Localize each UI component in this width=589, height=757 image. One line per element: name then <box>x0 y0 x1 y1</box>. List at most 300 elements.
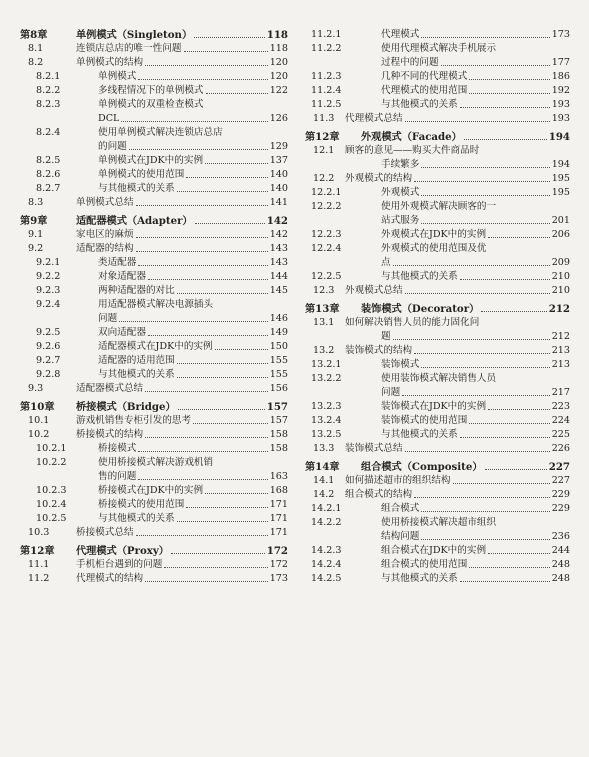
toc-entry-continuation <box>305 330 570 344</box>
toc-entry-number: 11.2.5 <box>311 99 342 110</box>
toc-entry-number: 11.2.4 <box>311 85 342 96</box>
toc-entry-title: 类适配器 <box>98 257 137 268</box>
toc-chapter-entry <box>20 28 288 42</box>
dot-leader <box>177 368 268 378</box>
dot-leader <box>205 154 268 164</box>
toc-entry-number: 8.2.5 <box>36 155 61 166</box>
toc-section-entry <box>305 428 570 442</box>
toc-page-number: 212 <box>551 331 570 342</box>
toc-entry-title: 桥接模式（Bridge） <box>76 401 176 413</box>
toc-entry-title: 外观模式的使用范围及优 <box>381 243 487 254</box>
toc-page-number: 163 <box>269 471 288 482</box>
toc-section-entry <box>20 368 288 382</box>
toc-entry-number: 13.2.5 <box>311 429 342 440</box>
toc-page-number: 173 <box>551 29 570 40</box>
toc-page-number: 172 <box>269 559 288 570</box>
toc-entry-number: 14.2.5 <box>311 573 342 584</box>
toc-section-entry <box>305 372 570 386</box>
toc-entry-title: 装饰模式的结构 <box>345 345 413 356</box>
toc-entry-number: 14.2 <box>313 489 335 500</box>
toc-entry-title: 家电区的麻烦 <box>76 229 134 240</box>
toc-entry-number: 10.1 <box>28 415 50 426</box>
toc-entry-number: 9.2.1 <box>36 257 61 268</box>
dot-leader <box>481 302 546 312</box>
toc-section-entry <box>20 70 288 84</box>
toc-page-number: 177 <box>551 57 570 68</box>
toc-entry-title: 适配器的结构 <box>76 243 134 254</box>
dot-leader <box>121 112 267 122</box>
dot-leader <box>136 242 268 252</box>
dot-leader <box>460 572 550 582</box>
dot-leader <box>421 530 549 540</box>
dot-leader <box>405 112 550 122</box>
toc-page-number: 227 <box>551 475 570 486</box>
toc-page-number: 223 <box>551 401 570 412</box>
toc-section-entry <box>20 182 288 196</box>
toc-section-entry <box>305 414 570 428</box>
toc-entry-number: 第13章 <box>305 303 340 315</box>
toc-section-entry <box>20 242 288 256</box>
toc-entry-title: 装饰模式（Decorator） <box>361 303 480 315</box>
toc-entry-number: 10.2.4 <box>36 499 67 510</box>
toc-section-entry <box>20 456 288 470</box>
toc-page-number: 140 <box>269 183 288 194</box>
toc-page-number: 157 <box>266 401 288 413</box>
toc-entry-title: 装饰模式总结 <box>345 443 403 454</box>
toc-section-entry <box>20 428 288 442</box>
toc-page-number: 141 <box>269 197 288 208</box>
toc-entry-title: 与其他模式的关系 <box>381 271 458 282</box>
dot-leader <box>453 474 550 484</box>
toc-entry-number: 10.2.1 <box>36 443 67 454</box>
dot-leader <box>145 428 268 438</box>
toc-chapter-entry <box>20 400 288 414</box>
toc-entry-title: 代理模式的使用范围 <box>381 85 468 96</box>
dot-leader <box>441 56 550 66</box>
dot-leader <box>488 544 550 554</box>
toc-entry-title-continued: 过程中的问题 <box>381 57 439 68</box>
toc-page-number: 149 <box>269 327 288 338</box>
toc-entry-title: 如何描述超市的组织结构 <box>345 475 451 486</box>
toc-entry-title: 使用单例模式解决连锁店总店 <box>98 127 223 138</box>
toc-entry-title: 多线程情况下的单例模式 <box>98 85 204 96</box>
toc-entry-number: 第12章 <box>305 131 340 143</box>
toc-entry-number: 13.2.1 <box>311 359 342 370</box>
toc-entry-number: 11.2.2 <box>311 43 342 54</box>
toc-entry-title: 适配器模式总结 <box>76 383 144 394</box>
toc-page-number: 224 <box>551 415 570 426</box>
toc-entry-title: 代理模式总结 <box>345 113 403 124</box>
dot-leader <box>177 182 268 192</box>
dot-leader <box>145 382 268 392</box>
dot-leader <box>177 512 268 522</box>
toc-page-number: 244 <box>551 545 570 556</box>
toc-section-entry <box>305 358 570 372</box>
toc-entry-number: 8.2.1 <box>36 71 61 82</box>
toc-entry-number: 12.2.2 <box>311 201 342 212</box>
toc-section-entry <box>305 186 570 200</box>
toc-page-number: 229 <box>551 503 570 514</box>
toc-entry-title: 适配器的适用范围 <box>98 355 175 366</box>
dot-leader <box>164 558 267 568</box>
toc-entry-title: 代理模式的结构 <box>76 573 144 584</box>
toc-section-entry <box>20 98 288 112</box>
dot-leader <box>421 158 549 168</box>
toc-entry-title: 适配器模式（Adapter） <box>76 215 193 227</box>
toc-page-number: 193 <box>551 113 570 124</box>
dot-leader <box>414 344 550 354</box>
toc-entry-title-continued: DCL <box>98 113 120 124</box>
toc-page-number: 122 <box>269 85 288 96</box>
toc-page-number: 157 <box>269 415 288 426</box>
toc-section-entry <box>305 228 570 242</box>
toc-entry-title-continued: 问题 <box>381 387 401 398</box>
toc-entry-title: 组合模式的结构 <box>345 489 413 500</box>
dot-leader <box>405 284 550 294</box>
toc-section-entry <box>305 284 570 298</box>
toc-section-entry <box>20 298 288 312</box>
toc-page-number: 213 <box>551 345 570 356</box>
toc-section-entry <box>20 572 288 586</box>
toc-page-number: 118 <box>266 29 288 41</box>
toc-entry-number: 第12章 <box>20 545 55 557</box>
toc-section-entry <box>305 112 570 126</box>
toc-entry-title: 使用桥接模式解决游戏机销 <box>98 457 214 468</box>
toc-page-number: 227 <box>548 461 570 473</box>
toc-entry-title-continued: 售的问题 <box>98 471 137 482</box>
toc-entry-title: 两种适配器的对比 <box>98 285 175 296</box>
toc-page-number: 225 <box>551 429 570 440</box>
toc-section-entry <box>305 98 570 112</box>
toc-page-number: 143 <box>269 243 288 254</box>
toc-entry-number: 第9章 <box>20 215 48 227</box>
toc-section-entry <box>305 442 570 456</box>
dot-leader <box>148 270 268 280</box>
toc-entry-number: 12.2.4 <box>311 243 342 254</box>
toc-section-entry <box>20 56 288 70</box>
toc-entry-number: 9.1 <box>28 229 44 240</box>
toc-entry-title-continued: 的问题 <box>98 141 127 152</box>
toc-section-entry <box>20 168 288 182</box>
toc-entry-number: 13.2.4 <box>311 415 342 426</box>
toc-entry-title: 适配器模式在JDK中的实例 <box>98 341 213 352</box>
toc-entry-title: 用适配器模式解决电源插头 <box>98 299 214 310</box>
toc-entry-number: 11.1 <box>28 559 50 570</box>
toc-entry-number: 第14章 <box>305 461 340 473</box>
toc-section-entry <box>20 354 288 368</box>
toc-entry-number: 10.2.3 <box>36 485 67 496</box>
toc-entry-number: 9.2.6 <box>36 341 61 352</box>
toc-section-entry <box>305 474 570 488</box>
dot-leader <box>421 28 549 38</box>
toc-section-entry <box>20 558 288 572</box>
toc-entry-number: 8.3 <box>28 197 44 208</box>
toc-entry-title: 桥接模式 <box>98 443 137 454</box>
toc-section-entry <box>305 84 570 98</box>
dot-leader <box>177 284 268 294</box>
dot-leader <box>136 196 268 206</box>
toc-chapter-entry <box>305 460 570 474</box>
dot-leader <box>129 140 268 150</box>
toc-entry-title: 使用桥接模式解决超市组织 <box>381 517 497 528</box>
toc-entry-continuation <box>305 56 570 70</box>
toc-entry-number: 13.3 <box>313 443 335 454</box>
toc-entry-continuation <box>20 470 288 484</box>
toc-section-entry <box>305 544 570 558</box>
dot-leader <box>485 460 547 470</box>
toc-page-number: 217 <box>551 387 570 398</box>
toc-page-number: 206 <box>551 229 570 240</box>
toc-entry-title: 单例模式在JDK中的实例 <box>98 155 204 166</box>
toc-entry-number: 11.2.1 <box>311 29 342 40</box>
toc-page-number: 142 <box>266 215 288 227</box>
toc-entry-number: 第8章 <box>20 29 48 41</box>
toc-chapter-entry <box>305 130 570 144</box>
toc-page-number: 156 <box>269 383 288 394</box>
toc-page-number: 192 <box>551 85 570 96</box>
toc-page-number: 120 <box>269 71 288 82</box>
toc-entry-number: 14.2.4 <box>311 559 342 570</box>
dot-leader <box>421 502 549 512</box>
dot-leader <box>194 28 265 38</box>
toc-entry-number: 9.2.5 <box>36 327 61 338</box>
toc-entry-title: 代理模式（Proxy） <box>76 545 169 557</box>
dot-leader <box>177 354 268 364</box>
toc-entry-title: 手机柜台遇到的问题 <box>76 559 163 570</box>
toc-entry-title: 与其他模式的关系 <box>98 513 175 524</box>
dot-leader <box>460 428 550 438</box>
toc-entry-number: 11.2.3 <box>311 71 342 82</box>
toc-entry-title: 装饰模式的使用范围 <box>381 415 468 426</box>
toc-page-number: 145 <box>269 285 288 296</box>
dot-leader <box>421 186 549 196</box>
toc-entry-continuation <box>305 256 570 270</box>
toc-entry-title: 单例模式（Singleton） <box>76 29 193 41</box>
toc-entry-title-continued: 手续繁多 <box>381 159 420 170</box>
toc-entry-continuation <box>305 386 570 400</box>
toc-section-entry <box>20 270 288 284</box>
toc-page-number: 194 <box>548 131 570 143</box>
toc-page-number: 229 <box>551 489 570 500</box>
dot-leader <box>393 330 550 340</box>
toc-page-number: 212 <box>548 303 570 315</box>
toc-page-number: 173 <box>269 573 288 584</box>
toc-entry-title: 与其他模式的关系 <box>98 183 175 194</box>
toc-section-entry <box>305 28 570 42</box>
toc-entry-title: 单例模式 <box>98 71 137 82</box>
toc-chapter-entry <box>20 214 288 228</box>
dot-leader <box>148 326 268 336</box>
toc-section-entry <box>305 400 570 414</box>
toc-entry-number: 9.2.4 <box>36 299 61 310</box>
dot-leader <box>193 414 268 424</box>
toc-entry-number: 9.2.2 <box>36 271 61 282</box>
dot-leader <box>145 572 268 582</box>
toc-entry-number: 14.2.1 <box>311 503 342 514</box>
toc-page-number: 171 <box>269 527 288 538</box>
toc-entry-number: 10.2 <box>28 429 50 440</box>
toc-entry-title-continued: 问题 <box>98 313 118 324</box>
toc-section-entry <box>20 442 288 456</box>
toc-page-number: 194 <box>551 159 570 170</box>
toc-entry-title: 装饰模式在JDK中的实例 <box>381 401 487 412</box>
toc-entry-title: 组合模式在JDK中的实例 <box>381 545 487 556</box>
toc-entry-number: 8.2 <box>28 57 44 68</box>
toc-section-entry <box>20 414 288 428</box>
toc-section-entry <box>305 502 570 516</box>
dot-leader <box>393 256 550 266</box>
toc-entry-number: 8.2.3 <box>36 99 61 110</box>
dot-leader <box>215 340 268 350</box>
toc-section-entry <box>20 126 288 140</box>
toc-section-entry <box>305 42 570 56</box>
dot-leader <box>488 228 550 238</box>
dot-leader <box>138 256 267 266</box>
dot-leader <box>402 386 550 396</box>
toc-entry-title-continued: 站式服务 <box>381 215 420 226</box>
toc-page-number: 155 <box>269 369 288 380</box>
toc-entry-continuation <box>305 214 570 228</box>
toc-entry-number: 12.1 <box>313 145 335 156</box>
toc-entry-number: 12.2 <box>313 173 335 184</box>
toc-entry-number: 12.2.5 <box>311 271 342 282</box>
toc-entry-number: 10.2.5 <box>36 513 67 524</box>
toc-entry-title: 使用外观模式解决顾客的一 <box>381 201 497 212</box>
dot-leader <box>145 56 268 66</box>
toc-entry-number: 第10章 <box>20 401 55 413</box>
toc-section-entry <box>305 344 570 358</box>
dot-leader <box>138 442 267 452</box>
toc-entry-number: 9.2.3 <box>36 285 61 296</box>
toc-section-entry <box>305 270 570 284</box>
toc-entry-title: 单例模式的使用范围 <box>98 169 185 180</box>
toc-entry-continuation <box>20 312 288 326</box>
dot-leader <box>421 214 549 224</box>
toc-page-number: 155 <box>269 355 288 366</box>
toc-section-entry <box>305 316 570 330</box>
toc-entry-number: 9.2.7 <box>36 355 61 366</box>
toc-entry-title: 与其他模式的关系 <box>381 429 458 440</box>
toc-entry-title: 游戏机销售专柜引发的思考 <box>76 415 192 426</box>
toc-entry-number: 14.1 <box>313 475 335 486</box>
toc-entry-title: 桥接模式总结 <box>76 527 134 538</box>
dot-leader <box>414 172 550 182</box>
toc-entry-title: 双向适配器 <box>98 327 146 338</box>
toc-section-entry <box>20 340 288 354</box>
toc-section-entry <box>20 326 288 340</box>
toc-page-number: 118 <box>269 43 288 54</box>
toc-entry-title: 外观模式总结 <box>345 285 403 296</box>
toc-page-number: 226 <box>551 443 570 454</box>
toc-page-number: 129 <box>269 141 288 152</box>
toc-page-number: 126 <box>269 113 288 124</box>
toc-section-entry <box>305 516 570 530</box>
toc-entry-title: 外观模式 <box>381 187 420 198</box>
dot-leader <box>184 42 268 52</box>
toc-entry-title-continued: 点 <box>381 257 391 268</box>
toc-entry-title: 装饰模式 <box>381 359 420 370</box>
toc-entry-title: 组合模式的使用范围 <box>381 559 468 570</box>
toc-section-entry <box>20 228 288 242</box>
toc-entry-number: 10.3 <box>28 527 50 538</box>
toc-section-entry <box>305 200 570 214</box>
toc-left-column <box>20 28 288 586</box>
toc-page-number: 158 <box>269 429 288 440</box>
toc-page-number: 120 <box>269 57 288 68</box>
toc-page-number: 172 <box>266 545 288 557</box>
toc-entry-title: 对象适配器 <box>98 271 146 282</box>
toc-page-number: 248 <box>551 559 570 570</box>
toc-entry-number: 11.2 <box>28 573 50 584</box>
toc-page-number: 209 <box>551 257 570 268</box>
toc-entry-title: 使用代理模式解决手机展示 <box>381 43 497 54</box>
dot-leader <box>186 498 267 508</box>
toc-page-number: 195 <box>551 173 570 184</box>
toc-entry-title: 与其他模式的关系 <box>381 573 458 584</box>
toc-page-number: 195 <box>551 187 570 198</box>
toc-entry-number: 12.2.3 <box>311 229 342 240</box>
toc-page-number: 171 <box>269 499 288 510</box>
toc-section-entry <box>20 154 288 168</box>
toc-entry-number: 8.2.2 <box>36 85 61 96</box>
dot-leader <box>205 484 268 494</box>
toc-section-entry <box>305 242 570 256</box>
toc-page-number: 168 <box>269 485 288 496</box>
dot-leader <box>136 228 268 238</box>
toc-entry-title: 与其他模式的关系 <box>98 369 175 380</box>
toc-entry-title: 几种不同的代理模式 <box>381 71 468 82</box>
toc-entry-title: 组合模式 <box>381 503 420 514</box>
toc-entry-number: 11.3 <box>313 113 335 124</box>
toc-entry-title: 如何解决销售人员的能力固化问 <box>345 317 480 328</box>
dot-leader <box>469 84 549 94</box>
toc-page-number: 213 <box>551 359 570 370</box>
toc-entry-title: 桥接模式的结构 <box>76 429 144 440</box>
toc-entry-continuation <box>20 140 288 154</box>
dot-leader <box>405 442 550 452</box>
toc-page-number: 143 <box>269 257 288 268</box>
toc-entry-title: 单例模式的结构 <box>76 57 144 68</box>
toc-entry-title: 单例模式的双重检查模式 <box>98 99 204 110</box>
toc-entry-title: 使用装饰模式解决销售人员 <box>381 373 497 384</box>
toc-page-number: 144 <box>269 271 288 282</box>
toc-entry-title: 桥接模式在JDK中的实例 <box>98 485 204 496</box>
toc-section-entry <box>20 42 288 56</box>
dot-leader <box>178 400 265 410</box>
toc-entry-continuation <box>305 530 570 544</box>
toc-chapter-entry <box>305 302 570 316</box>
toc-section-entry <box>305 558 570 572</box>
toc-section-entry <box>305 172 570 186</box>
toc-section-entry <box>305 144 570 158</box>
toc-page-number: 248 <box>551 573 570 584</box>
toc-page-number: 150 <box>269 341 288 352</box>
toc-page-number: 210 <box>551 271 570 282</box>
toc-entry-title: 组合模式（Composite） <box>361 461 483 473</box>
toc-entry-number: 9.2 <box>28 243 44 254</box>
toc-page-number: 158 <box>269 443 288 454</box>
dot-leader <box>464 130 547 140</box>
toc-page-number: 210 <box>551 285 570 296</box>
toc-entry-number: 12.3 <box>313 285 335 296</box>
toc-entry-number: 13.2.2 <box>311 373 342 384</box>
toc-page-number: 193 <box>551 99 570 110</box>
toc-entry-number: 8.1 <box>28 43 44 54</box>
toc-entry-number: 14.2.2 <box>311 517 342 528</box>
toc-entry-number: 14.2.3 <box>311 545 342 556</box>
toc-page-number: 146 <box>269 313 288 324</box>
toc-section-entry <box>20 196 288 210</box>
